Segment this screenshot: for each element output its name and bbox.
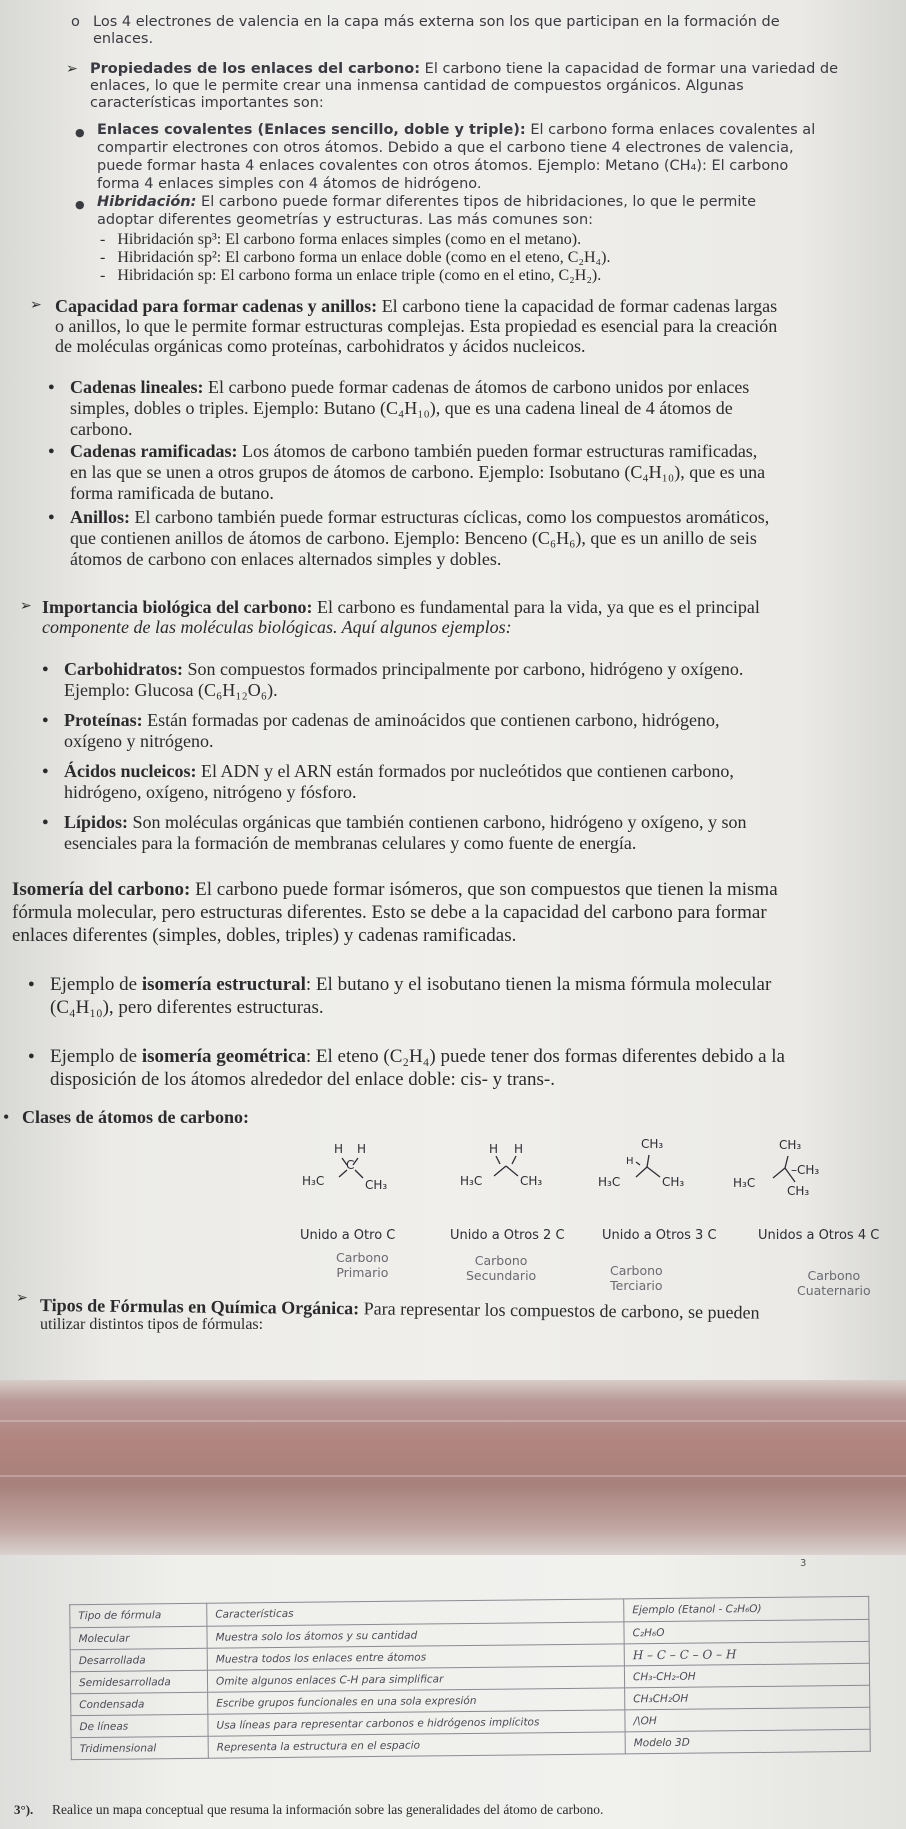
table-cell: H – C – C – O – H xyxy=(624,1641,869,1666)
structure-primary-carbon xyxy=(302,1142,402,1198)
hib-item-sp: - Hibridación sp: El carbono forma un enlace triple (como en el etino, C₂H₂). xyxy=(100,267,602,284)
table-cell: Tridimensional xyxy=(71,1736,208,1759)
table-cell: De líneas xyxy=(71,1714,208,1737)
cadenas-line-2: o anillos, lo que le permite formar estructuras complejas. Esta propiedad es esencial para la creación xyxy=(55,316,778,336)
arrow-bullet-icon: ➢ xyxy=(20,598,32,614)
table-cell: Escribe grupos funcionales en una sola expresión xyxy=(208,1688,625,1714)
importancia-line-1: Importancia biológica del carbono: El carbono es fundamental para la vida, ya que es el principal xyxy=(42,597,760,617)
atom-h: H xyxy=(357,1142,367,1156)
lipidos-line-1: ● Lípidos: Son moléculas orgánicas que también contienen carbono, hidrógeno y oxígeno, y son xyxy=(64,813,747,831)
table-cell: Molecular xyxy=(70,1626,207,1649)
atom-ch3: CH₃ xyxy=(779,1138,802,1152)
atom-h: H xyxy=(626,1156,634,1167)
list-bullet-circle: o xyxy=(71,14,80,30)
atom-h: H xyxy=(489,1142,499,1156)
table-cell: Desarrollada xyxy=(70,1648,207,1671)
table-cell: CH₃CH₂OH xyxy=(625,1685,870,1710)
atom-ch3: CH₃ xyxy=(787,1184,810,1198)
tipos-line-1: Tipos de Fórmulas en Química Orgánica: Para representar los compuestos de carbono, se pueden xyxy=(39,1295,760,1323)
carbohidratos-line-2: Ejemplo: Glucosa (C₆H₁₂O₆). xyxy=(64,680,278,700)
structure-secondary-carbon xyxy=(456,1142,566,1198)
atom-h: H xyxy=(334,1142,344,1156)
lineales-line-3: carbono. xyxy=(70,419,133,439)
intro-line-1: Los 4 electrones de valencia en la capa más externa son los que participan en la formación de xyxy=(93,14,780,30)
hib-item-sp3: - Hibridación sp³: El carbono forma enlaces simples (como en el metano). xyxy=(100,231,582,248)
enlaces-line-3: puede formar hasta 4 enlaces covalentes con otros átomos. Ejemplo: Metano (CH₄): El carbono xyxy=(97,158,789,174)
atom-ch3-bond: –CH₃ xyxy=(791,1163,820,1177)
ramificadas-line-3: forma ramificada de butano. xyxy=(70,483,274,503)
anillos-line-1: ● Anillos: El carbono también puede formar estructuras cíclicas, como los compuestos aromáticos, xyxy=(70,508,769,526)
atom-h3c: H₃C xyxy=(302,1174,325,1188)
table-cell: Muestra solo los átomos y su cantidad xyxy=(207,1622,624,1648)
table-cell: Usa líneas para representar carbonos e hidrógenos implícitos xyxy=(208,1710,625,1736)
atom-h: H xyxy=(514,1142,524,1156)
structure-bonds xyxy=(456,1148,566,1198)
isomeria-line-1: Isomería del carbono: El carbono puede formar isómeros, que son compuestos que tienen la misma xyxy=(12,879,778,900)
table-header: Tipo de fórmula xyxy=(70,1603,207,1627)
bullet-dot: • xyxy=(3,1107,10,1127)
atom-h3c: H₃C xyxy=(733,1176,756,1190)
clase-bond-quaternary: Unidos a Otros 4 C xyxy=(758,1228,880,1243)
anillos-line-2: que contienen anillos de átomos de carbono. Ejemplo: Benceno (C₆H₆), que es un anillo de seis xyxy=(70,528,757,548)
clase-bond-primary: Unido a Otro C xyxy=(300,1228,396,1243)
acidos-line-1: ● Ácidos nucleicos: El ADN y el ARN están formados por nucleótidos que contienen carbono, xyxy=(64,762,734,780)
table-cell: Omite algunos enlaces C-H para simplificar xyxy=(207,1666,624,1692)
hibridacion-line-1: ● Hibridación: El carbono puede formar diferentes tipos de hibridaciones, lo que le permite xyxy=(97,195,756,210)
arrow-bullet-icon: ➢ xyxy=(16,1290,28,1306)
isomeria-geometrica-line-2: disposición de los átomos alrededor del enlace doble: cis- y trans-. xyxy=(50,1069,555,1090)
cadenas-line-1: Capacidad para formar cadenas y anillos: El carbono tiene la capacidad de formar cadenas largas xyxy=(55,296,778,316)
lineales-line-2: simples, dobles o triples. Ejemplo: Butano (C₄H₁₀), que es una cadena lineal de 4 átomos de xyxy=(70,398,733,418)
carbohidratos-line-1: ● Carbohidratos: Son compuestos formados principalmente por carbono, hidrógeno y oxígeno. xyxy=(64,660,743,678)
isomeria-estructural-line-2: (C₄H₁₀), pero diferentes estructuras. xyxy=(50,997,324,1018)
isomeria-geometrica-line-1: ● Ejemplo de isomería geométrica: El eteno (C₂H₄) puede tener dos formas diferentes debido a la xyxy=(50,1047,785,1066)
intro-line-2: enlaces. xyxy=(93,31,154,47)
hibridacion-line-2: adoptar diferentes geometrías y estructuras. Las más comunes son: xyxy=(97,212,594,228)
propiedades-line-2: enlaces, lo que le permite crear una inmensa cantidad de compuestos orgánicos. Algunas xyxy=(90,78,744,94)
clase-type-tertiary: Carbono Terciario xyxy=(610,1263,663,1293)
lipidos-line-2: esenciales para la formación de membranas celulares y como fuente de energía. xyxy=(64,833,637,853)
table-cell: CH₃-CH₂-OH xyxy=(624,1663,869,1688)
formula-types-table xyxy=(69,1596,871,1760)
anillos-line-3: átomos de carbono con enlaces alternados simples y dobles. xyxy=(70,549,502,569)
enlaces-line-2: compartir electrones con otros átomos. Debido a que el carbono tiene 4 electrones de valencia, xyxy=(97,140,794,156)
table-cell: Semidesarrollada xyxy=(70,1670,207,1693)
task-text: Realice un mapa conceptual que resuma la información sobre las generalidades del átomo de carbono. xyxy=(52,1802,604,1817)
atom-ch3: CH₃ xyxy=(365,1178,388,1192)
propiedades-line-3: características importantes son: xyxy=(90,95,324,111)
task-number: 3°). xyxy=(14,1802,34,1817)
hib-item-sp2: - Hibridación sp²: El carbono forma un enlace doble (como en el eteno, C₂H₄). xyxy=(100,249,611,266)
clase-type-primary: Carbono Primario xyxy=(336,1250,389,1280)
proteinas-line-1: ● Proteínas: Están formadas por cadenas de aminoácidos que contienen carbono, hidrógeno, xyxy=(64,711,719,729)
atom-c: C xyxy=(346,1158,355,1172)
importancia-line-2: componente de las moléculas biológicas. Aquí algunos ejemplos: xyxy=(42,617,512,637)
table-cell: Modelo 3D xyxy=(625,1729,870,1754)
arrow-bullet-icon: ➢ xyxy=(66,61,78,77)
clases-title: Clases de átomos de carbono: xyxy=(22,1107,249,1127)
clase-type-secondary: Carbono Secundario xyxy=(466,1253,537,1283)
isomeria-line-2: fórmula molecular, pero estructuras diferentes. Esto se debe a la capacidad del carbono para formar xyxy=(12,902,767,923)
page-number: 3 xyxy=(800,1558,807,1569)
table-header: Ejemplo (Etanol - C₂H₆O) xyxy=(624,1596,869,1622)
ramificadas-line-2: en las que se unen a otros grupos de átomos de carbono. Ejemplo: Isobutano (C₄H₁₀), que es una xyxy=(70,462,766,482)
structure-quaternary-carbon xyxy=(733,1138,873,1208)
ramificadas-line-1: ● Cadenas ramificadas: Los átomos de carbono también pueden formar estructuras ramificadas, xyxy=(70,442,757,460)
isomeria-line-3: enlaces diferentes (simples, dobles, triples) y cadenas ramificadas. xyxy=(12,925,517,946)
table-header: Características xyxy=(207,1599,624,1626)
structure-bonds xyxy=(596,1145,706,1200)
atom-h3c: H₃C xyxy=(598,1175,621,1189)
propiedades-line-1: Propiedades de los enlaces del carbono: El carbono tiene la capacidad de formar una variedad de xyxy=(90,61,839,77)
lineales-line-1: ● Cadenas lineales: El carbono puede formar cadenas de átomos de carbono unidos por enlaces xyxy=(70,378,749,396)
atom-h3c: H₃C xyxy=(460,1174,483,1188)
clase-bond-tertiary: Unido a Otros 3 C xyxy=(602,1228,717,1243)
acidos-line-2: hidrógeno, oxígeno, nitrógeno y fósforo. xyxy=(64,782,357,802)
proteinas-line-2: oxígeno y nitrógeno. xyxy=(64,731,214,751)
enlaces-line-1: ● Enlaces covalentes (Enlaces sencillo, doble y triple): El carbono forma enlaces covalentes al xyxy=(97,123,815,138)
atom-ch3: CH₃ xyxy=(662,1175,685,1189)
enlaces-line-4: forma 4 enlaces simples con 4 átomos de hidrógeno. xyxy=(97,176,482,192)
table-cell: C₂H₆O xyxy=(624,1619,869,1644)
atom-ch3: CH₃ xyxy=(520,1174,543,1188)
atom-ch3: CH₃ xyxy=(641,1137,664,1151)
isomeria-estructural-line-1: ● Ejemplo de isomería estructural: El butano y el isobutano tienen la misma fórmula molecular xyxy=(50,975,771,994)
page-fold-shadow xyxy=(0,1380,906,1555)
arrow-bullet-icon: ➢ xyxy=(30,297,42,313)
cadenas-line-3: de moléculas orgánicas como proteínas, carbohidratos y ácidos nucleicos. xyxy=(55,336,586,356)
table-cell: Condensada xyxy=(71,1692,208,1715)
clase-type-quaternary: Carbono Cuaternario xyxy=(797,1268,871,1298)
table-cell: /\OH xyxy=(625,1707,870,1732)
tipos-line-2: utilizar distintos tipos de fórmulas: xyxy=(40,1316,264,1333)
table-cell: Muestra todos los enlaces entre átomos xyxy=(207,1644,624,1670)
structure-tertiary-carbon xyxy=(596,1137,706,1200)
clase-bond-secondary: Unido a Otros 2 C xyxy=(450,1228,565,1243)
table-cell: Representa la estructura en el espacio xyxy=(208,1732,625,1758)
